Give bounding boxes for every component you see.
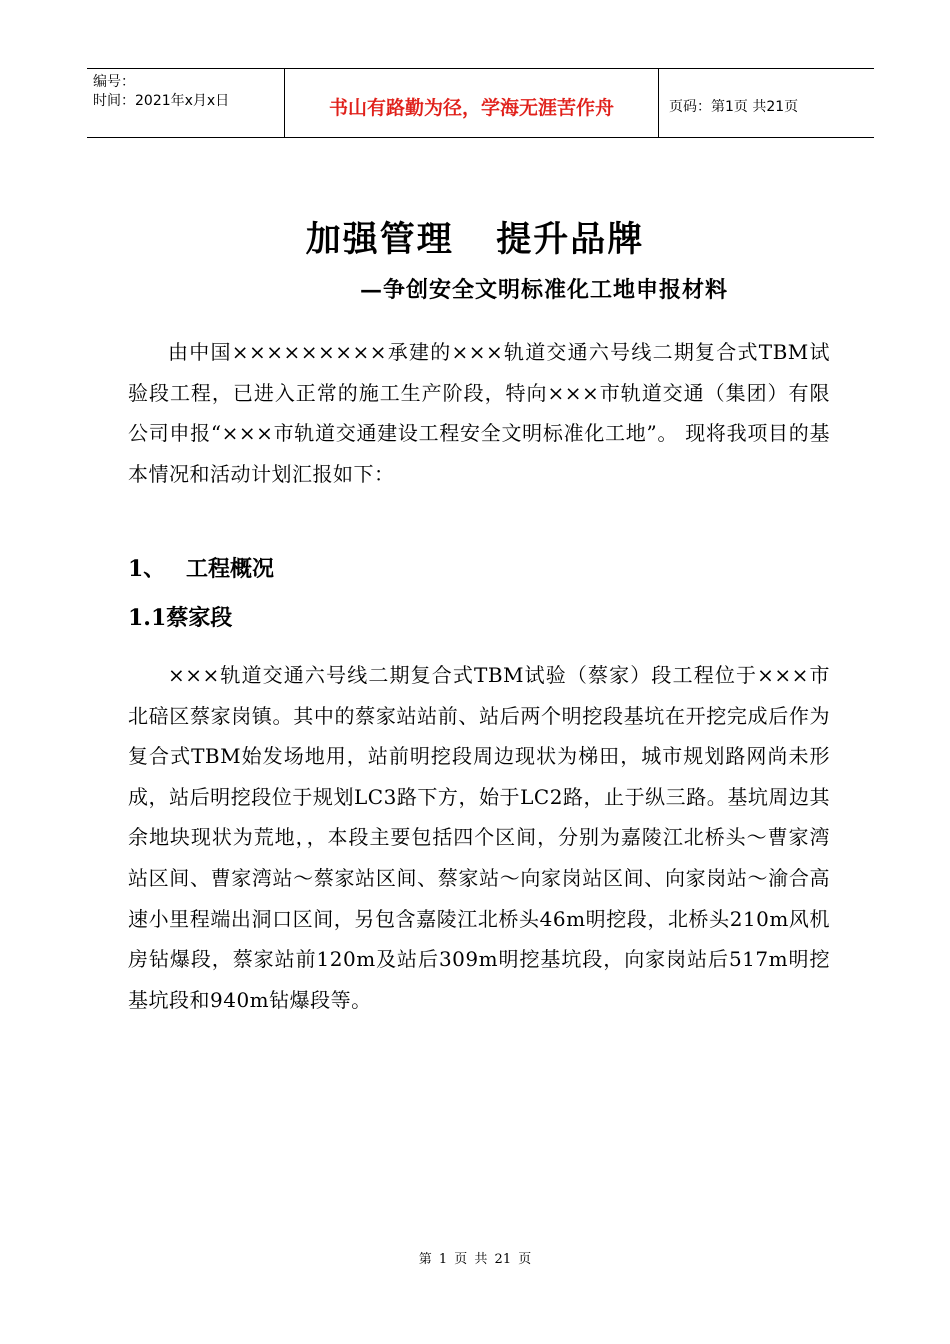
intro-paragraph: 由中国×××××××××承建的×××轨道交通六号线二期复合式TBM试验段工程，已进入正常的施工生产阶段，特向×××市轨道交通（集团）有限公司申报“×××市轨道交通建设工程安全文明标准化工地”。 现将我项目的基本情况和活动计划汇报如下： [128, 340, 830, 486]
header-page-info: 页码：第1页 共21页 [669, 99, 799, 115]
header-motto: 书山有路勤为径，学海无涯苦作舟 [285, 69, 659, 137]
header-meta [87, 69, 285, 137]
section-title: 工程概况 [186, 556, 275, 582]
page-header [87, 68, 874, 138]
document-date: 时间：2021年x月x日 [93, 93, 230, 109]
section-number: 1、 [128, 556, 166, 582]
document-number-label: 编号： [93, 74, 135, 90]
section-heading [128, 552, 274, 583]
subsection-paragraph: ×××轨道交通六号线二期复合式TBM试验（蔡家）段工程位于×××市北碚区蔡家岗镇。其中的蔡家站站前、站后两个明挖段基坑在开挖完成后作为复合式TBM始发场地用，站前明挖段周边现状为梯田，城市规划路网尚未形成，站后明挖段位于规划LC3路下方，始于LC2路，止于纵三路。基坑周边其余地块现状为荒地，，本段主要包括四个区间，分别为嘉陵江北桥头～曹家湾站区间、曹家湾站～蔡家站区间、蔡家站～向家岗站区间、向家岗站～渝合高速小里程端出洞口区间，另包含嘉陵江北桥头46m明挖段，北桥头210m风机房钻爆段，蔡家站前120m及站后309m明挖基坑段，向家岗站后517m明挖基坑段和940m钻爆段等。 [128, 663, 830, 1012]
document-subtitle: —争创安全文明标准化工地申报材料 [360, 277, 729, 303]
document-title: 加强管理 提升品牌 [305, 219, 645, 260]
subsection-heading: 1.1蔡家段 [128, 605, 233, 631]
page-footer: 第 1 页 共 21 页 [418, 1252, 532, 1267]
